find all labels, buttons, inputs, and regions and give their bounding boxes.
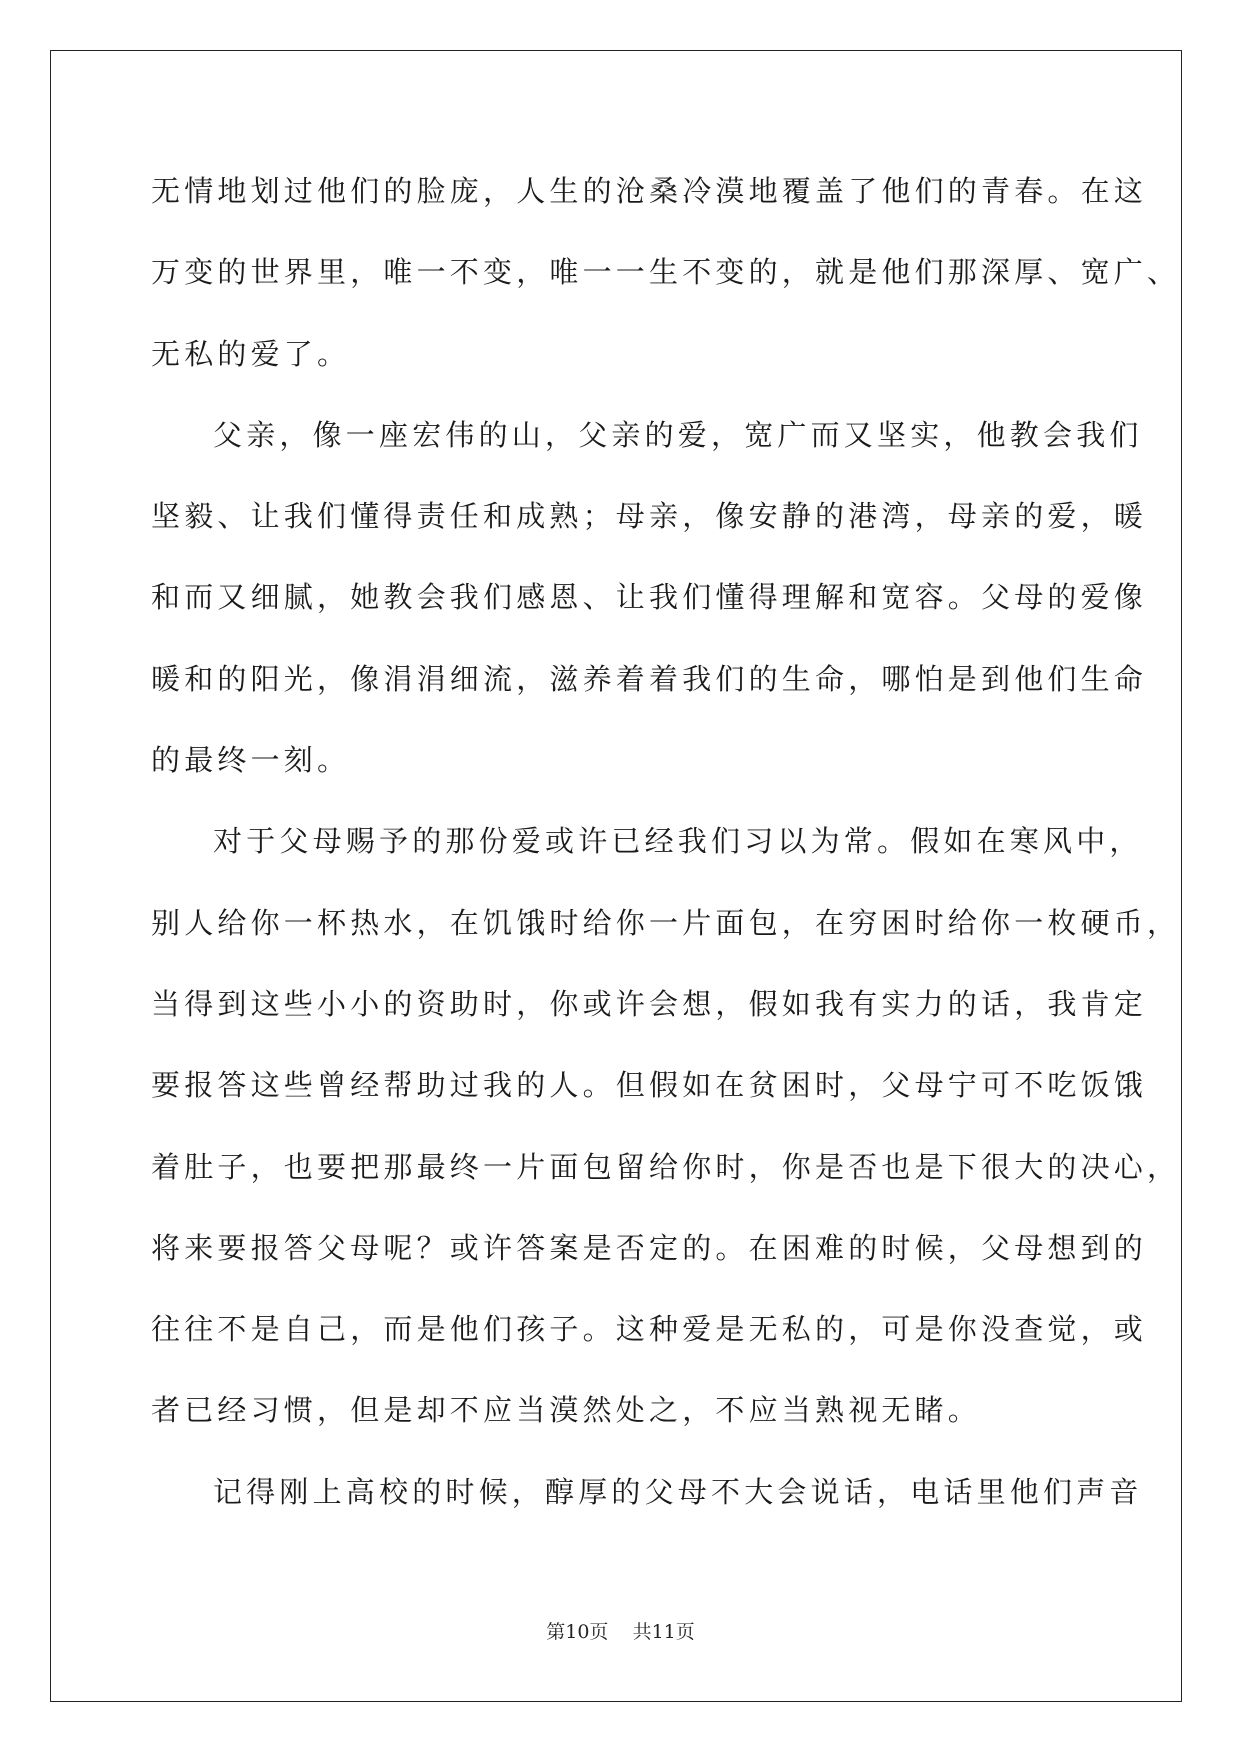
paragraph-first-line: 记得刚上高校的时候，醇厚的父母不大会说话，电话里他们声音 <box>213 1474 1143 1509</box>
text-line: 暖和的阳光，像涓涓细流，滋养着着我们的生命，哪怕是到他们生命 <box>151 661 1148 696</box>
text-line: 坚毅、让我们懂得责任和成熟；母亲，像安静的港湾，母亲的爱，暖 <box>151 499 1148 534</box>
text-line: 无私的爱了。 <box>151 336 351 371</box>
text-line: 的最终一刻。 <box>151 743 351 778</box>
text-line: 将来要报答父母呢？或许答案是否定的。在困难的时候，父母想到的 <box>151 1230 1148 1265</box>
text-line: 当得到这些小小的资助时，你或许会想，假如我有实力的话，我肯定 <box>151 986 1148 1021</box>
text-line: 无情地划过他们的脸庞，人生的沧桑冷漠地覆盖了他们的青春。在这 <box>151 174 1148 208</box>
text-line: 万变的世界里，唯一不变，唯一一生不变的，就是他们那深厚、宽广、 <box>151 255 1181 290</box>
text-line: 和而又细腻，她教会我们感恩、让我们懂得理解和宽容。父母的爱像 <box>151 580 1148 615</box>
paragraph-first-line: 对于父母赐予的那份爱或许已经我们习以为常。假如在寒风中， <box>213 824 1143 859</box>
text-line: 者已经习惯，但是却不应当漠然处之，不应当熟视无睹。 <box>151 1393 982 1428</box>
body-text <box>151 165 1181 1547</box>
text-line: 往往不是自己，而是他们孩子。这种爱是无私的，可是你没查觉，或 <box>151 1312 1148 1347</box>
text-line: 别人给你一杯热水，在饥饿时给你一片面包，在穷困时给你一枚硬币， <box>151 905 1181 940</box>
page-number-footer: 第10页 共11页 <box>546 1621 695 1643</box>
paragraph-first-line: 父亲，像一座宏伟的山，父亲的爱，宽广而又坚实，他教会我们 <box>213 417 1143 452</box>
text-line: 着肚子，也要把那最终一片面包留给你时，你是否也是下很大的决心， <box>151 1149 1181 1184</box>
text-line: 要报答这些曾经帮助过我的人。但假如在贫困时，父母宁可不吃饭饿 <box>151 1068 1148 1103</box>
